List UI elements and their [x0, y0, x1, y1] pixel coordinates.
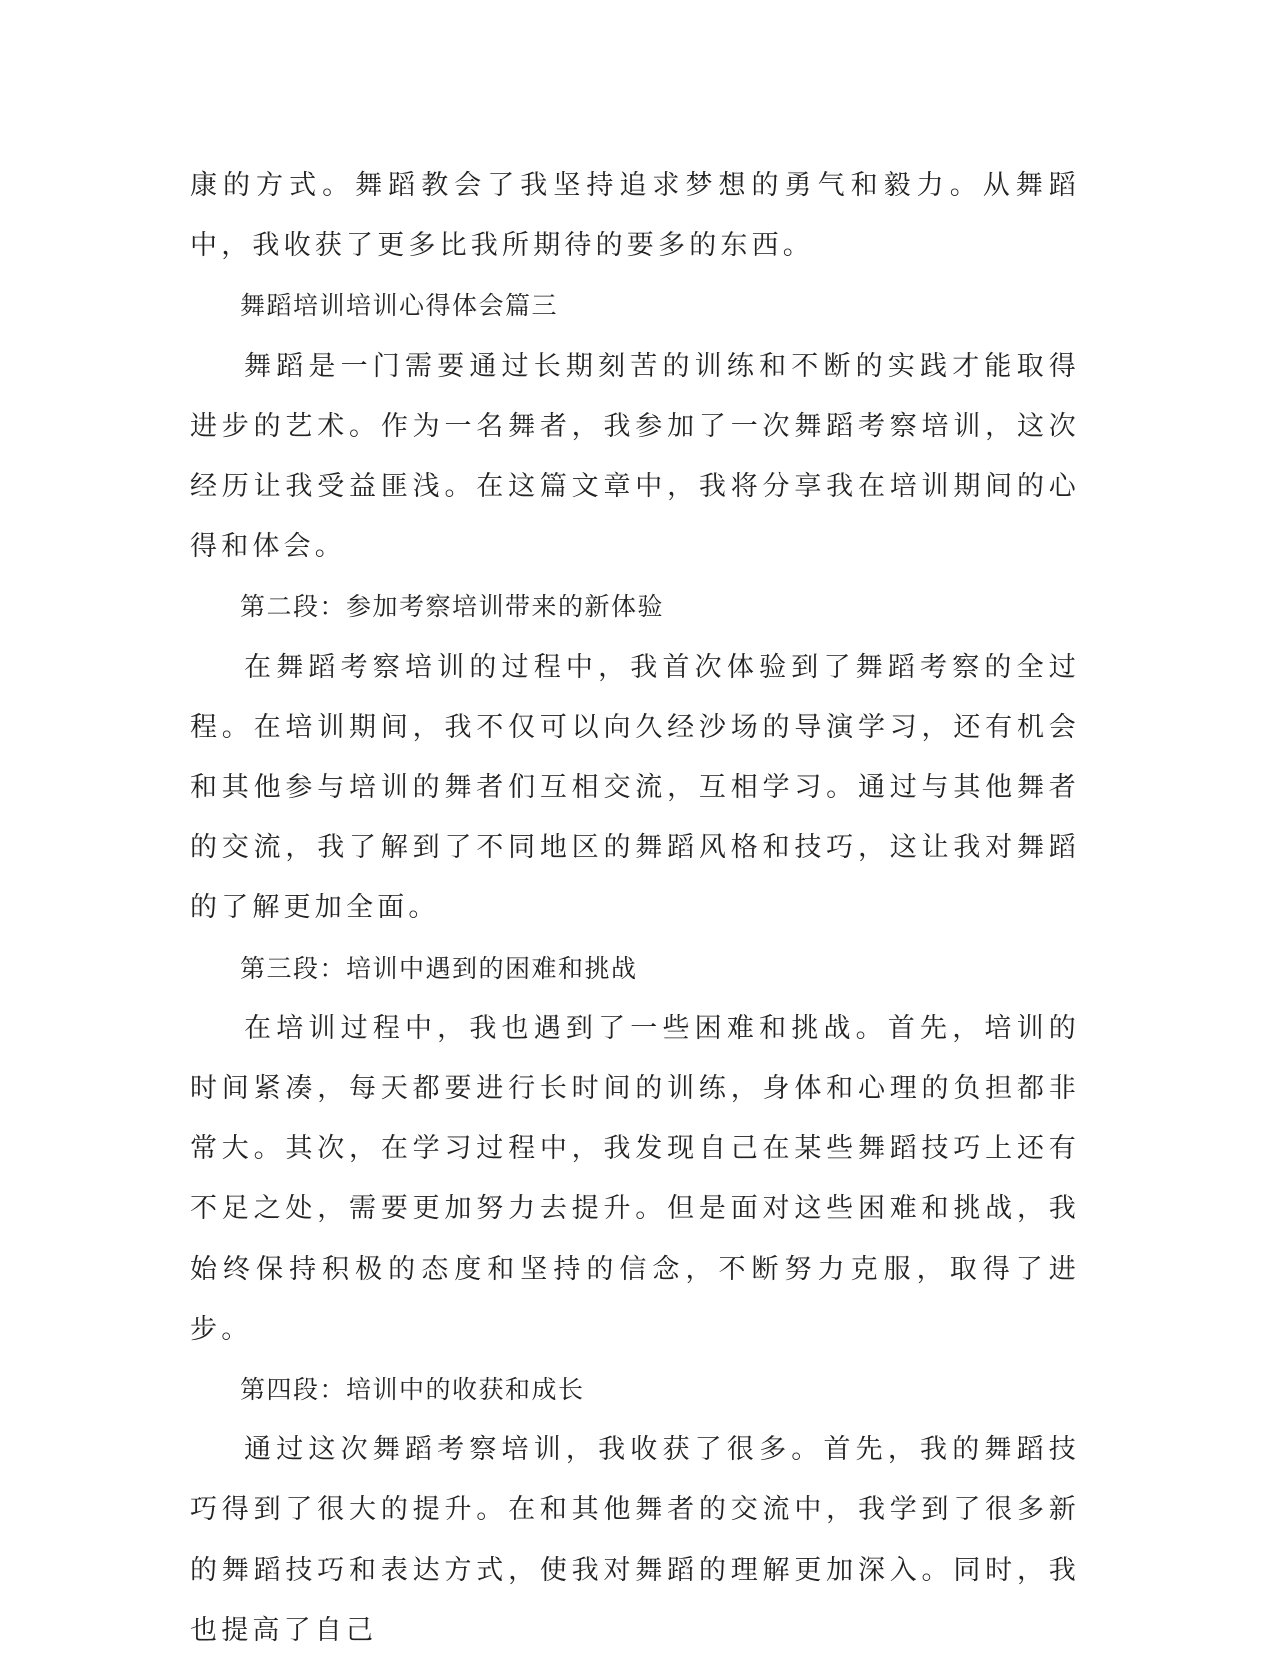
paragraph-intro: 舞蹈是一门需要通过长期刻苦的训练和不断的实践才能取得进步的艺术。作为一名舞者，我参加了一次舞蹈考察培训，这次经历让我受益匪浅。在这篇文章中，我将分享我在培训期间的心得和体会。: [190, 350, 1080, 563]
heading-section-three: 第三段：培训中遇到的困难和挑战: [240, 953, 638, 983]
section-title: 舞蹈培训培训心得体会篇三: [240, 291, 559, 321]
heading-section-two: 第二段：参加考察培训带来的新体验: [240, 592, 665, 622]
paragraph-section-two: 在舞蹈考察培训的过程中，我首次体验到了舞蹈考察的全过程。在培训期间，我不仅可以向久经沙场的导演学习，还有机会和其他参与培训的舞者们互相交流，互相学习。通过与其他舞者的交流，我了解到了不同地区的舞蹈风格和技巧，这让我对舞蹈的了解更加全面。: [190, 651, 1080, 924]
paragraph-section-four: 通过这次舞蹈考察培训，我收获了很多。首先，我的舞蹈技巧得到了很大的提升。在和其他舞者的交流中，我学到了很多新的舞蹈技巧和表达方式，使我对舞蹈的理解更加深入。同时，我也提高了自己: [190, 1434, 1080, 1646]
document-body: [190, 156, 1080, 1661]
heading-section-four: 第四段：培训中的收获和成长: [240, 1375, 585, 1405]
paragraph-continued: 康的方式。舞蹈教会了我坚持追求梦想的勇气和毅力。从舞蹈中，我收获了更多比我所期待的要多的东西。: [190, 170, 1080, 262]
paragraph-section-three: 在培训过程中，我也遇到了一些困难和挑战。首先，培训的时间紧凑，每天都要进行长时间的训练，身体和心理的负担都非常大。其次，在学习过程中，我发现自己在某些舞蹈技巧上还有不足之处，需要更加努力去提升。但是面对这些困难和挑战，我始终保持积极的态度和坚持的信念，不断努力克服，取得了进步。: [190, 1012, 1080, 1345]
